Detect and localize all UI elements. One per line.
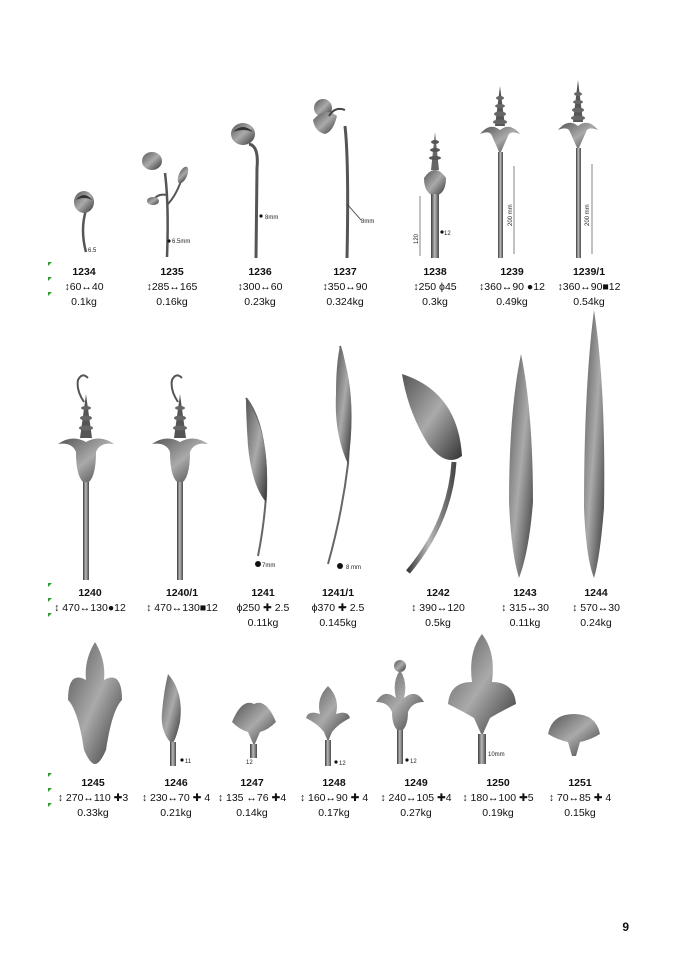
product-weight: 0.145kg — [319, 617, 357, 629]
product-weight: 0.1kg — [71, 296, 97, 308]
product-caption-1245 — [50, 776, 136, 821]
product-weight: 0.14kg — [236, 807, 268, 819]
product-caption-1240-1 — [142, 586, 222, 616]
product-code: 1244 — [584, 587, 608, 599]
product-caption-1241 — [230, 586, 296, 631]
leaf-ornament-1245-image — [64, 640, 126, 766]
product-weight: 0.49kg — [496, 296, 528, 308]
product-weight: 0.33kg — [77, 807, 109, 819]
product-weight: 0.11kg — [247, 617, 279, 629]
product-weight: 0.3kg — [422, 296, 448, 308]
leaf-ornament-1248-image — [304, 684, 364, 768]
product-code: 1249 — [404, 777, 428, 789]
svg-text:11: 11 — [185, 759, 192, 765]
product-dimensions: ϕ250 ✚ 2.5 — [236, 602, 290, 614]
product-code: 1239 — [500, 266, 524, 278]
leaf-1241-image — [238, 396, 288, 572]
product-dimensions: ↕ 570↔30 — [572, 602, 620, 614]
margin-marker — [48, 262, 52, 266]
product-caption-1244 — [564, 586, 628, 631]
product-dimensions: ↕360↔90 ●12 — [479, 281, 545, 293]
finial-1239-image — [478, 86, 528, 260]
product-code: 1241/1 — [321, 587, 355, 599]
margin-marker — [48, 292, 52, 296]
product-dimensions: ↕360↔90■12 — [557, 281, 621, 293]
product-code: 1236 — [248, 266, 272, 278]
margin-marker — [48, 788, 52, 792]
product-caption-1239 — [476, 265, 548, 310]
rose-stem-1235-image — [135, 145, 205, 260]
product-dimensions: ↕60↔40 — [64, 281, 104, 293]
product-weight: 0.19kg — [482, 807, 514, 819]
product-caption-1241-1 — [302, 586, 374, 631]
rose-1236-image — [225, 118, 295, 260]
svg-text:8 mm: 8 mm — [346, 565, 361, 571]
product-caption-1237 — [312, 265, 378, 310]
product-code: 1235 — [160, 266, 184, 278]
product-caption-1249 — [374, 776, 458, 821]
product-code: 1234 — [72, 266, 96, 278]
product-code: 1239/1 — [572, 266, 606, 278]
product-code: 1240/1 — [165, 587, 199, 599]
margin-marker — [48, 613, 52, 617]
finial-1240-1-image — [150, 372, 210, 582]
product-code: 1248 — [322, 777, 346, 789]
product-caption-1235 — [137, 265, 207, 310]
svg-text:10mm: 10mm — [488, 752, 505, 758]
product-code: 1245 — [81, 777, 105, 789]
product-dimensions: ↕300↔60 — [237, 281, 283, 293]
product-code: 1240 — [78, 587, 102, 599]
product-code: 1242 — [426, 587, 450, 599]
product-code: 1238 — [423, 266, 447, 278]
svg-text:8mm: 8mm — [265, 215, 279, 221]
margin-marker — [48, 773, 52, 777]
product-weight: 0.324kg — [326, 296, 364, 308]
finial-1240-image — [56, 372, 116, 582]
svg-text:200 mm: 200 mm — [585, 204, 591, 226]
leaf-1244-image — [582, 308, 608, 580]
margin-marker — [48, 803, 52, 807]
product-caption-1239-1 — [554, 265, 624, 310]
svg-text:12: 12 — [444, 231, 451, 237]
product-code: 1237 — [333, 266, 357, 278]
svg-text:120: 120 — [414, 233, 420, 244]
margin-marker — [48, 598, 52, 602]
leaf-ornament-1246-image — [154, 672, 199, 768]
svg-text:6.5: 6.5 — [88, 248, 97, 254]
product-weight: 0.54kg — [573, 296, 605, 308]
product-dimensions: ↕ 470↔130●12 — [54, 602, 126, 614]
fleur-de-lis-1249-image — [376, 658, 436, 768]
product-caption-1242 — [398, 586, 478, 631]
product-caption-1234 — [54, 265, 114, 310]
product-caption-1251 — [540, 776, 620, 821]
product-code: 1250 — [486, 777, 510, 789]
leaf-ornament-1250-image — [444, 632, 520, 768]
leaf-1242-image — [398, 372, 468, 578]
product-dimensions: ↕ 180↔100 ✚5 — [462, 792, 534, 804]
product-dimensions: ϕ370 ✚ 2.5 — [311, 602, 365, 614]
product-weight: 0.27kg — [400, 807, 432, 819]
product-weight: 0.23kg — [244, 296, 276, 308]
product-dimensions: ↕ 315↔30 — [501, 602, 549, 614]
product-dimensions: ↕ 270↔110 ✚3 — [57, 792, 129, 804]
margin-marker — [48, 277, 52, 281]
product-caption-1240 — [50, 586, 130, 616]
fan-leaf-1251-image — [546, 710, 602, 766]
page-number: 9 — [622, 920, 629, 934]
product-caption-1238 — [402, 265, 468, 310]
leaf-ornament-1247-image — [228, 694, 280, 766]
product-caption-1248 — [294, 776, 374, 821]
svg-text:12: 12 — [246, 760, 253, 766]
product-dimensions: ↕ 135 ↔76 ✚4 — [217, 792, 287, 804]
product-code: 1246 — [164, 777, 188, 789]
finial-1239-1-image — [556, 80, 606, 260]
product-dimensions: ↕ 70↔85 ✚ 4 — [548, 792, 612, 804]
svg-text:7mm: 7mm — [262, 563, 276, 569]
tulip-bud-1238-image — [410, 132, 465, 260]
product-caption-1247 — [212, 776, 292, 821]
product-caption-1246 — [136, 776, 216, 821]
leaf-1243-image — [505, 352, 535, 580]
product-dimensions: ↕ 470↔130■12 — [146, 602, 218, 614]
product-weight: 0.17kg — [318, 807, 350, 819]
product-dimensions: ↕ 230↔70 ✚ 4 — [141, 792, 211, 804]
product-caption-1236 — [227, 265, 293, 310]
product-weight: 0.15kg — [564, 807, 596, 819]
svg-text:200 mm: 200 mm — [508, 204, 514, 226]
svg-text:8mm: 8mm — [361, 219, 375, 225]
product-weight: 0.21kg — [160, 807, 192, 819]
margin-marker — [48, 583, 52, 587]
product-caption-1250 — [456, 776, 540, 821]
product-weight: 0.24kg — [580, 617, 612, 629]
product-dimensions: ↕250 ϕ45 — [413, 281, 457, 293]
product-weight: 0.16kg — [156, 296, 188, 308]
flower-1237-image — [305, 92, 385, 260]
svg-text:6.5mm: 6.5mm — [172, 239, 191, 245]
leaf-1241-1-image — [318, 344, 378, 572]
product-dimensions: ↕ 390↔120 — [411, 602, 465, 614]
product-dimensions: ↕350↔90 — [322, 281, 368, 293]
rose-bud-1234-image — [64, 180, 104, 260]
product-dimensions: ↕ 160↔90 ✚ 4 — [299, 792, 369, 804]
svg-text:12: 12 — [339, 761, 346, 767]
product-dimensions: ↕ 240↔105 ✚4 — [380, 792, 452, 804]
product-code: 1241 — [251, 587, 275, 599]
product-weight: 0.5kg — [425, 617, 451, 629]
product-caption-1243 — [490, 586, 560, 631]
product-code: 1243 — [513, 587, 537, 599]
svg-text:12: 12 — [410, 759, 417, 765]
product-code: 1251 — [568, 777, 592, 789]
product-dimensions: ↕285↔165 — [146, 281, 198, 293]
product-weight: 0.11kg — [509, 617, 541, 629]
product-code: 1247 — [240, 777, 264, 789]
